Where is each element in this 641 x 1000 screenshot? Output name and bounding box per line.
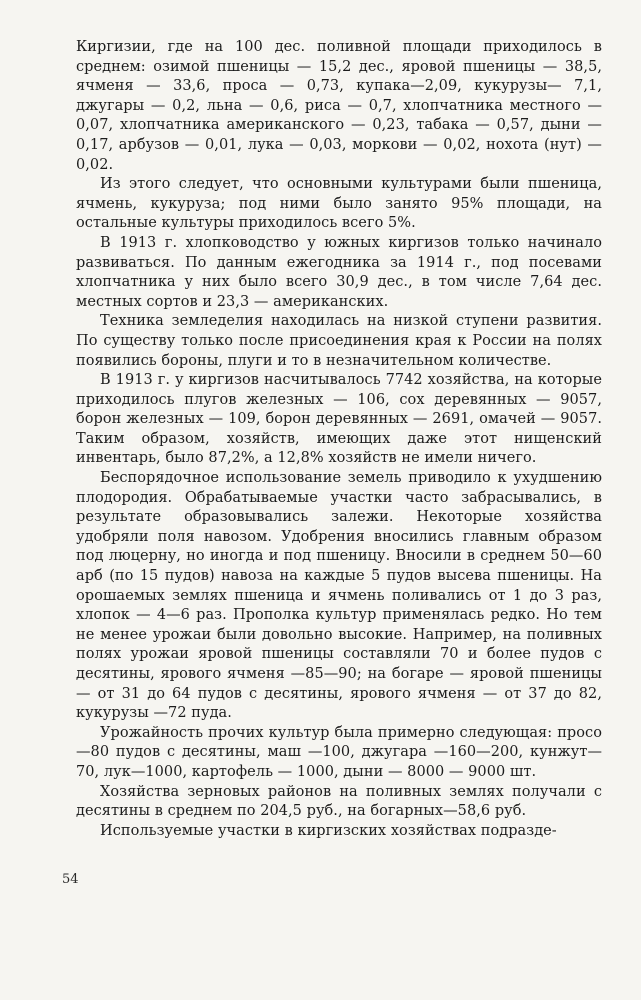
paragraph-farming-technique: Техника земледелия находилась на низкой ступени развития. По существу только после присоединения края к России на полях появились бороны, плуги и то в незначительном количестве. xyxy=(76,313,602,369)
paragraph-plots-division: Используемые участки в киргизских хозяйствах подразде- xyxy=(100,822,557,839)
body-text xyxy=(76,38,602,841)
page-number: 54 xyxy=(62,872,79,887)
paragraph-other-crops-yield: Урожайность прочих культур была примерно следующая: просо —80 пудов с десятины, маш —100, джугара —160—200, кунжут—70, лук—1000, картофель — 1000, дыни — 8000 — 9000 шт. xyxy=(76,724,602,780)
paragraph-cotton-1913: В 1913 г. хлопководство у южных киргизов только начинало развиваться. По данным ежегодника за 1914 г., под посевами хлопчатника у них было всего 30,9 дес., в том числе 7,64 дес. местных сортов и 23,3 — американских. xyxy=(76,234,602,310)
paragraph-households-inventory: В 1913 г. у киргизов насчитывалось 7742 хозяйства, на которые приходилось плугов железных — 106, сох деревянных — 9057, борон железных — 109, борон деревянных — 2691, омачей — 9057. Таким образом, хозяйств, имеющих даже этот нищенский инвентарь, было 87,2%, а 12,8% хозяйств не имели ничего. xyxy=(76,372,602,467)
paragraph-income: Хозяйства зерновых районов на поливных землях получали с десятины в среднем по 204,5 руб., на богарных—58,6 руб. xyxy=(76,783,602,820)
paragraph-land-use: Беспорядочное использование земель приводило к ухудшению плодородия. Обрабатываемые участки часто забрасывались, в результате образовывались залежи. Некоторые хозяйства удобряли поля навозом. Удобрения вносились главным образом под люцерну, но иногда и под пшеницу. Вносили в среднем 50—60 арб (по 15 пудов) навоза на каждые 5 пудов высева пшеницы. На орошаемых землях пшеница и ячмень поливались от 1 до 3 раз, хлопок — 4—6 раз. Прополка культур применялась редко. Но тем не менее урожаи были довольно высокие. Например, на поливных полях урожаи яровой пшеницы составляли 70 и более пудов с десятины, ярового ячменя —85—90; на богаре — яровой пшеницы — от 31 до 64 пудов с десятины, ярового ячменя — от 37 до 82, кукурузы —72 пуда. xyxy=(76,470,602,722)
paragraph-continuation: Киргизии, где на 100 дес. поливной площади приходилось в среднем: озимой пшеницы — 15,2 дес., яровой пшеницы — 38,5, ячменя — 33,6, проса — 0,73, купака—2,09, кукурузы— 7,1, джугары — 0,2, льна — 0,6, риса — 0,7, хлопчатника местного — 0,07, хлопчатника американского — 0,23, табака — 0,57, дыни — 0,17, арбузов — 0,01, лука — 0,03, моркови — 0,02, нохота (нут) — 0,02. xyxy=(76,39,602,173)
paragraph-main-crops: Из этого следует, что основными культурами были пшеница, ячмень, кукуруза; под ними было занято 95% площади, на остальные культуры приходилось всего 5%. xyxy=(76,176,602,232)
